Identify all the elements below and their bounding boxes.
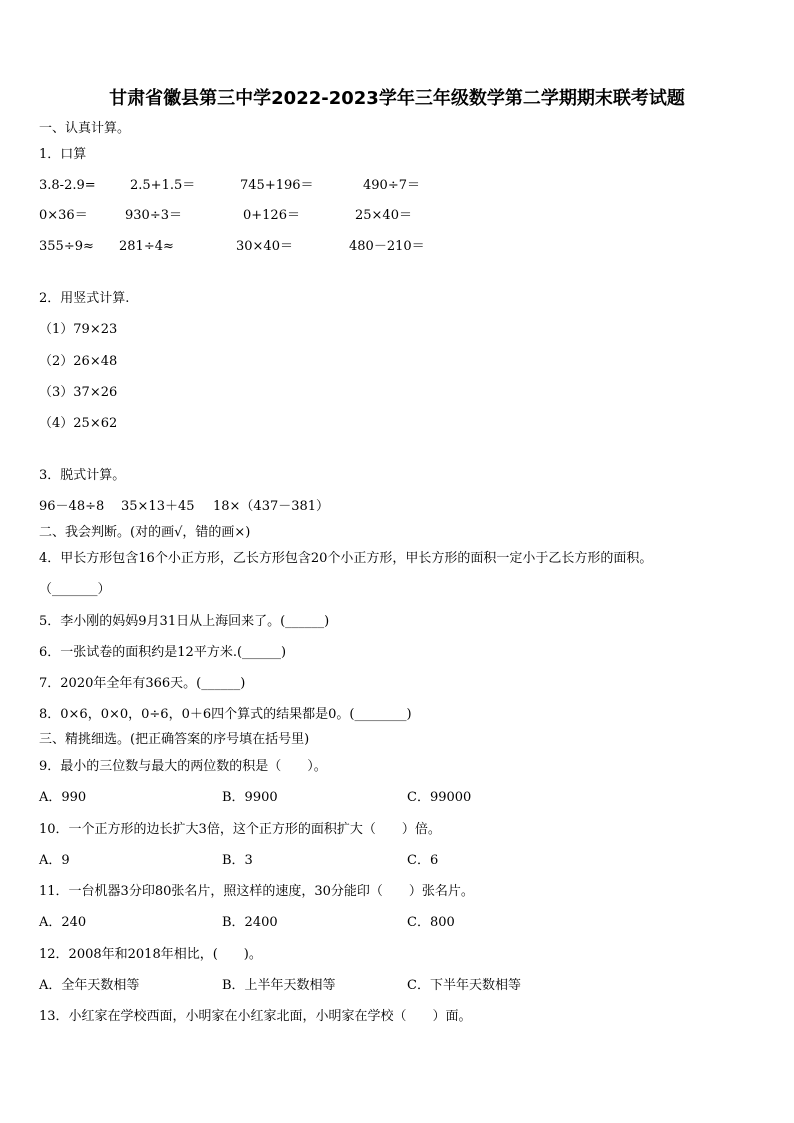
question-5-text: 5．李小刚的妈妈9月31日从上海回来了。(______) bbox=[39, 614, 330, 629]
question-8-text: 8．0×6，0×0，0÷6，0＋6四个算式的结果都是0。(________) bbox=[39, 707, 412, 722]
option-b: B．3 bbox=[222, 853, 253, 868]
oral-calc-item: 0+126＝ bbox=[243, 208, 300, 223]
oral-calc-item: 930÷3＝ bbox=[125, 208, 182, 223]
question-11-text: 11．一台机器3分印80张名片，照这样的速度，30分能印（ ）张名片。 bbox=[39, 884, 474, 899]
question-7-text: 7．2020年全年有366天。(______) bbox=[39, 676, 246, 691]
stepwise-calc-item: 96－48÷8 bbox=[39, 499, 105, 514]
option-c: C．下半年天数相等 bbox=[407, 978, 521, 993]
oral-calc-item: 25×40＝ bbox=[355, 208, 412, 223]
vertical-calc-item: （3）37×26 bbox=[39, 385, 118, 400]
oral-calc-item: 0×36＝ bbox=[39, 208, 88, 223]
option-b: B．上半年天数相等 bbox=[222, 978, 336, 993]
option-c: C．800 bbox=[407, 915, 455, 930]
oral-calc-item: 3.8-2.9= bbox=[39, 178, 96, 193]
section-2-heading: 二、我会判断。(对的画√，错的画×) bbox=[39, 525, 251, 540]
question-2-label: 2．用竖式计算. bbox=[39, 291, 130, 306]
question-6-text: 6．一张试卷的面积约是12平方米.(______) bbox=[39, 645, 287, 660]
question-9-text: 9．最小的三位数与最大的两位数的积是（ ）。 bbox=[39, 759, 327, 774]
option-c: C．99000 bbox=[407, 790, 472, 805]
oral-calc-item: 490÷7＝ bbox=[363, 178, 420, 193]
question-1-label: 1．口算 bbox=[39, 147, 87, 162]
question-4-answer-blank: （_______） bbox=[39, 582, 111, 597]
oral-calc-item: 480－210＝ bbox=[349, 239, 425, 254]
oral-calc-item: 2.5+1.5＝ bbox=[130, 178, 196, 193]
oral-calc-item: 281÷4≈ bbox=[119, 239, 174, 254]
section-3-heading: 三、精挑细选。(把正确答案的序号填在括号里) bbox=[39, 732, 310, 747]
question-3-label: 3．脱式计算。 bbox=[39, 468, 126, 483]
question-13-text: 13．小红家在学校西面，小明家在小红家北面，小明家在学校（ ）面。 bbox=[39, 1009, 472, 1024]
question-12-text: 12．2008年和2018年相比，( )。 bbox=[39, 947, 262, 962]
option-a: A．9 bbox=[39, 853, 70, 868]
option-c: C．6 bbox=[407, 853, 439, 868]
option-b: B．2400 bbox=[222, 915, 278, 930]
question-4-text: 4．甲长方形包含16个小正方形，乙长方形包含20个小正方形，甲长方形的面积一定小于乙长方形的面积。 bbox=[39, 551, 653, 566]
section-1-heading: 一、认真计算。 bbox=[39, 121, 131, 136]
option-a: A．全年天数相等 bbox=[39, 978, 140, 993]
oral-calc-item: 745+196＝ bbox=[240, 178, 314, 193]
option-b: B．9900 bbox=[222, 790, 278, 805]
page-title: 甘肃省徽县第三中学2022-2023学年三年级数学第二学期期末联考试题 bbox=[109, 88, 685, 109]
oral-calc-item: 355÷9≈ bbox=[39, 239, 94, 254]
stepwise-calc-item: 35×13＋45 bbox=[121, 499, 195, 514]
vertical-calc-item: （1）79×23 bbox=[39, 322, 118, 337]
stepwise-calc-item: 18×（437－381） bbox=[213, 499, 330, 514]
vertical-calc-item: （4）25×62 bbox=[39, 416, 118, 431]
question-10-text: 10．一个正方形的边长扩大3倍，这个正方形的面积扩大（ ）倍。 bbox=[39, 822, 441, 837]
vertical-calc-item: （2）26×48 bbox=[39, 354, 118, 369]
oral-calc-item: 30×40＝ bbox=[236, 239, 293, 254]
option-a: A．240 bbox=[39, 915, 87, 930]
option-a: A．990 bbox=[39, 790, 87, 805]
